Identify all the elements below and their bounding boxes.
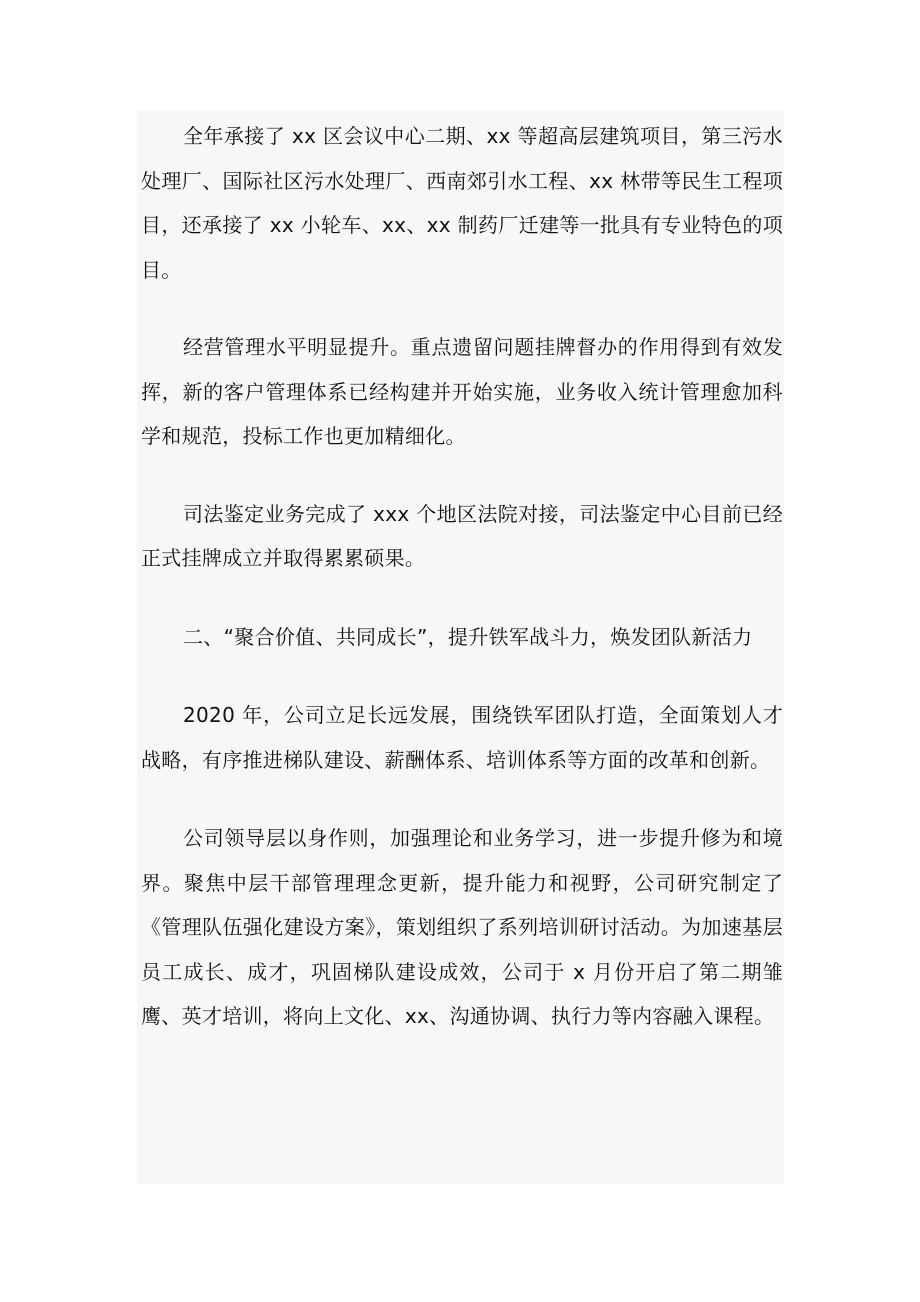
section-heading-two: 二、“聚合价值、共同成长”，提升铁军战斗力，焕发团队新活力: [183, 624, 753, 649]
paragraph-management: 经营管理水平明显提升。重点遗留问题挂牌督办的作用得到有效发挥，新的客户管理体系已经构建并开始实施，业务收入统计管理愈加科学和规范，投标工作也更加精细化。: [141, 335, 783, 448]
document-body: [141, 114, 783, 1039]
paragraph-judicial: 司法鉴定业务完成了 xxx 个地区法院对接，司法鉴定中心目前已经正式挂牌成立并取得累累硕果。: [141, 501, 783, 570]
paragraph-projects: 全年承接了 xx 区会议中心二期、xx 等超高层建筑项目，第三污水处理厂、国际社区污水处理厂、西南郊引水工程、xx 林带等民生工程项目，还承接了 xx 小轮车、xx、xx 制药厂迁建等一批具有专业特色的项目。: [141, 124, 783, 282]
paragraph-talent-strategy: 2020 年，公司立足长远发展，围绕铁军团队打造，全面策划人才战略，有序推进梯队建设、薪酬体系、培训体系等方面的改革和创新。: [141, 703, 783, 772]
paragraph-leadership-training: 公司领导层以身作则，加强理论和业务学习，进一步提升修为和境界。聚焦中层干部管理理念更新，提升能力和视野，公司研究制定了《管理队伍强化建设方案》，策划组织了系列培训研讨活动。为加速基层员工成长、成才，巩固梯队建设成效，公司于 x 月份开启了第二期雏鹰、英才培训，将向上文化、xx、沟通协调、执行力等内容融入课程。: [141, 826, 783, 1028]
